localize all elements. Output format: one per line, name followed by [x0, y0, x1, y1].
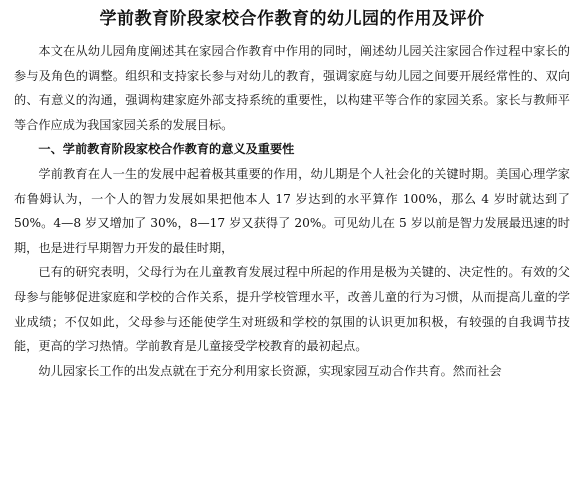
body-paragraph-1: 学前教育在人一生的发展中起着极其重要的作用，幼儿期是个人社会化的关键时期。美国心理学家布鲁姆认为，一个人的智力发展如果把他本人 17 岁达到的水平算作 100%，那么 4 岁时就达到了 50%。4—8 岁又增加了 30%，8—17 岁又获得了 20%。可见幼儿在 5 岁以前是智力发展最迅速的时期，也是进行早期智力开发的最佳时期， — [14, 166, 570, 255]
body-paragraph-3: 幼儿园家长工作的出发点就在于充分利用家长资源，实现家园互动合作共育。然而社会 — [38, 363, 502, 378]
section-heading: 一、学前教育阶段家校合作教育的意义及重要性 — [38, 142, 295, 157]
body-paragraph-2: 已有的研究表明，父母行为在儿童教育发展过程中所起的作用是极为关键的、决定性的。有效的父母参与能够促进家庭和学校的合作关系，提升学校管理水平，改善儿童的行为习惯，从而提高儿童的学业成绩；不仅如此，父母参与还能使学生对班级和学校的氛围的认识更加积极，有较强的自我调节技能，更高的学习热情。学前教育是儿童接受学校教育的最初起点。 — [14, 265, 570, 354]
abstract-paragraph: 本文在从幼儿园角度阐述其在家园合作教育中作用的同时，阐述幼儿园关注家园合作过程中家长的参与及角色的调整。组织和支持家长参与对幼儿的教育，强调家庭与幼儿园之间要开展经常性的、双向的、有意义的沟通，强调构建家庭外部支持系统的重要性，以构建平等合作的家园关系。家长与教师平等合作应成为我国家园关系的发展目标。 — [14, 44, 570, 132]
document-title: 学前教育阶段家校合作教育的幼儿园的作用及评价 — [99, 9, 485, 29]
